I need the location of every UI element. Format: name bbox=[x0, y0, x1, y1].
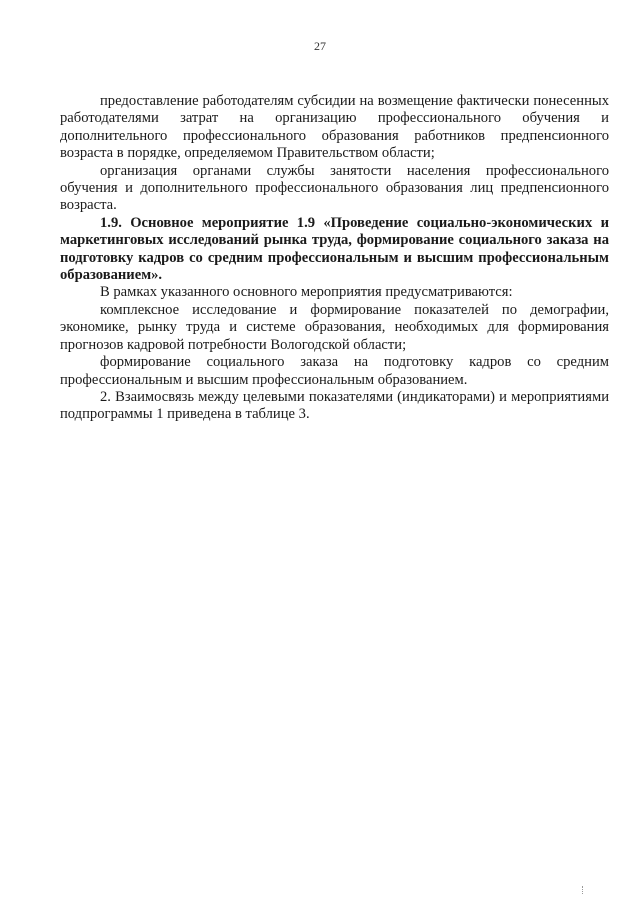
paragraph-main-measure-heading: 1.9. Основное мероприятие 1.9 «Проведение социально-экономических и маркетинговых исследований рынка труда, формирование социального заказа на подготовку кадров со средним профессиональным и высшим профессиональным образованием». bbox=[60, 214, 609, 284]
paragraph-employer-subsidy: предоставление работодателям субсидии на возмещение фактически понесенных работодателями затрат на организацию профессионального обучения и дополнительного профессионального образования работников предпенсионного возраста в порядке, определяемом Правительством области; bbox=[60, 93, 609, 162]
page-number: 27 bbox=[314, 39, 326, 53]
paragraph-social-order: формирование социального заказа на подготовку кадров со средним профессиональным и высшим профессиональным образованием. bbox=[60, 354, 609, 388]
paragraph-comprehensive-research: комплексное исследование и формирование показателей по демографии, экономике, рынку труда и системе образования, необходимых для формирования прогнозов кадровой потребности Вологодской области; bbox=[60, 301, 609, 353]
paragraph-indicators-relationship: 2. Взаимосвязь между целевыми показателями (индикаторами) и мероприятиями подпрограммы 1 приведена в таблице 3. bbox=[60, 388, 609, 423]
paragraph-employment-service-training: организация органами службы занятости населения профессионального обучения и дополнительного профессионального образования лиц предпенсионного возраста. bbox=[60, 162, 609, 214]
paragraph-measure-intro: В рамках указанного основного мероприятия предусматриваются: bbox=[100, 284, 513, 301]
document-body bbox=[60, 93, 609, 424]
scan-artifact-mark bbox=[582, 886, 585, 894]
